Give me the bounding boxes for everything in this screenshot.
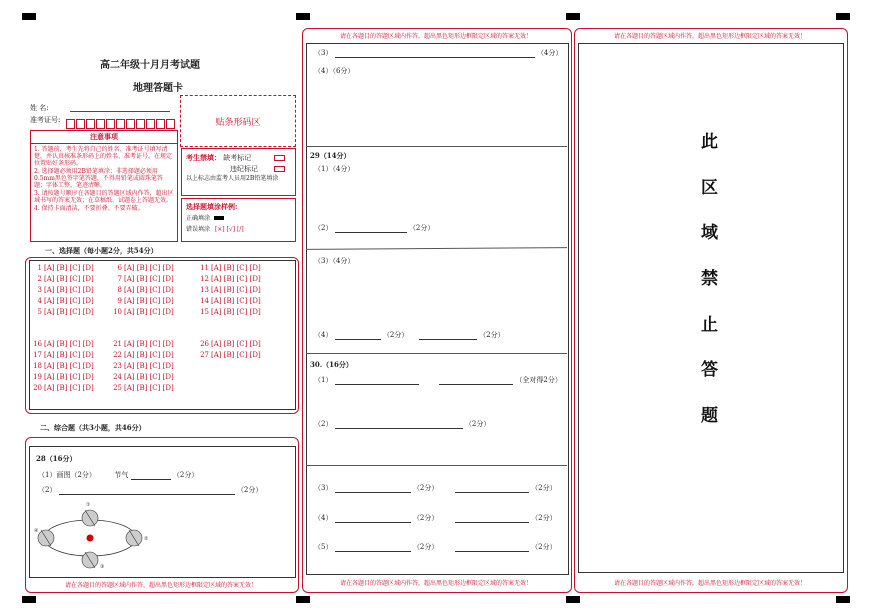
page-subtitle: 地理答题卡 <box>133 83 183 94</box>
notice-item: 2. 选择题必须用2B铅笔填涂；非选择题必须用0.5mm黑色签字笔答题，不得用铅笔或圆珠笔答题；字体工整、笔迹清晰。 <box>34 168 163 189</box>
choice-options[interactable]: [A] [B] [C] [D] <box>124 264 174 272</box>
choice-question-row[interactable] <box>112 351 174 359</box>
footer-warning-col3: 请在各题目的答题区域内作答，超出黑色矩形边框限定区域的答案无效！ <box>613 580 806 587</box>
forbidden-char: 题 <box>701 406 718 426</box>
col3-forbidden-box <box>578 43 844 573</box>
notice-title: 注意事项 <box>31 131 177 144</box>
earth-bottom <box>82 552 98 568</box>
choice-options[interactable]: [A] [B] [C] [D] <box>124 384 174 392</box>
missing-checkbox[interactable] <box>274 155 285 161</box>
choice-question-row[interactable] <box>32 308 94 316</box>
choice-question-number: 10 <box>113 308 122 316</box>
choice-question-number: 8 <box>117 286 122 294</box>
choice-options[interactable]: [A] [B] [C] [D] <box>124 351 174 359</box>
notice-item: 3. 请按题号顺序在各题目的答题区域内作答，超出区域书写的答案无效；在草稿纸、试题卷上答题无效。 <box>34 190 174 204</box>
choice-options[interactable]: [A] [B] [C] [D] <box>211 340 261 348</box>
q29-4-label: （4） <box>314 331 333 339</box>
q30-2-score: （2分） <box>464 420 491 428</box>
q30-4-score-b: （2分） <box>531 514 557 522</box>
earth-top <box>82 510 98 526</box>
q28-1-score: （2分） <box>172 471 199 479</box>
q29-4-answer-line-b[interactable] <box>419 339 477 340</box>
choice-question-row[interactable] <box>199 264 261 272</box>
barcode-label: 贴条形码区 <box>215 117 261 128</box>
q29-2-answer-line[interactable] <box>335 232 407 233</box>
choice-options[interactable]: [A] [B] [C] [D] <box>211 308 261 316</box>
q29-2-label: （2） <box>314 224 333 232</box>
choice-options[interactable]: [A] [B] [C] [D] <box>44 286 94 294</box>
q30-1-label: （1） <box>314 376 333 384</box>
choice-options[interactable]: [A] [B] [C] [D] <box>124 286 174 294</box>
q28-1-label: （1）画图（2分） <box>38 471 96 479</box>
choice-question-row[interactable] <box>32 340 94 348</box>
q30-5-score-a: （2分） <box>412 543 439 551</box>
cheat-checkbox[interactable] <box>274 166 285 172</box>
choice-question-row[interactable] <box>112 297 174 305</box>
q28-2-label: （2） <box>38 486 57 494</box>
choice-question-row[interactable] <box>32 286 94 294</box>
choice-question-number: 17 <box>33 351 42 359</box>
section-comprehensive-title: 二、综合题（共3小题，共46分） <box>40 423 146 432</box>
col2-warning: 请在各题目的答题区域内作答，超出黑色矩形边框限定区域的答案无效！ <box>339 33 532 40</box>
forbidden-char: 答 <box>701 360 718 380</box>
choice-question-number: 7 <box>117 275 122 283</box>
choice-question-row[interactable] <box>112 308 174 316</box>
q30-3-answer-line-b[interactable] <box>455 492 529 493</box>
name-field[interactable] <box>70 110 170 112</box>
choice-options[interactable]: [A] [B] [C] [D] <box>44 340 94 348</box>
q3-answer-line[interactable] <box>335 57 535 58</box>
q30-4-answer-line-a[interactable] <box>335 522 411 523</box>
registration-mark <box>296 596 310 603</box>
page-title: 高二年级十月月考试题 <box>100 60 200 71</box>
notice-item: 4. 保持卡面清洁，不要折叠、不要弄破。 <box>34 205 144 212</box>
choice-question-number: 16 <box>33 340 42 348</box>
earth-right <box>126 530 142 546</box>
q30-3-score-b: （2分） <box>531 484 557 492</box>
svg-text:②: ② <box>144 536 149 542</box>
choice-question-number: 6 <box>117 264 122 272</box>
choice-question-number: 12 <box>200 275 209 283</box>
forbidden-char: 止 <box>701 315 718 335</box>
choice-question-number: 13 <box>200 286 209 294</box>
choice-question-number: 20 <box>33 384 42 392</box>
choice-question-number: 14 <box>200 297 209 305</box>
choice-question-number: 2 <box>37 275 42 283</box>
q30-4-score-a: （2分） <box>412 514 439 522</box>
notice-item: 1. 答题前，考生先将自己的姓名、准考证号填写清楚，并认真核准条形码上的姓名、准考证号，在规定位置贴好条形码。 <box>34 146 173 167</box>
divider <box>306 146 567 147</box>
sun <box>87 535 94 542</box>
choice-options[interactable]: [A] [B] [C] [D] <box>124 373 174 381</box>
choice-question-row[interactable] <box>32 297 94 305</box>
svg-text:①: ① <box>86 502 91 508</box>
divider <box>306 465 567 466</box>
notice-box <box>30 130 178 242</box>
choice-options[interactable]: [A] [B] [C] [D] <box>124 297 174 305</box>
wrong-fill-samples: [×] [√] [/] <box>214 226 244 233</box>
choice-question-number: 21 <box>113 340 122 348</box>
choice-question-row[interactable] <box>32 351 94 359</box>
registration-mark <box>22 13 36 20</box>
footer-warning-col2: 请在各题目的答题区域内作答，超出黑色矩形边框限定区域的答案无效！ <box>339 580 532 587</box>
discipline-box <box>181 148 296 196</box>
q29-4-score-a: （2分） <box>382 331 409 339</box>
choice-question-row[interactable] <box>112 275 174 283</box>
q28-1-answer-line[interactable] <box>131 479 171 480</box>
choice-question-row[interactable] <box>112 373 174 381</box>
choice-question-number: 3 <box>37 286 42 294</box>
q29-4-answer-line-a[interactable] <box>335 339 381 340</box>
earth-left <box>38 530 54 546</box>
correct-fill-sample <box>214 216 224 220</box>
choice-options[interactable]: [A] [B] [C] [D] <box>211 351 261 359</box>
choice-options[interactable]: [A] [B] [C] [D] <box>211 275 261 283</box>
q30-2-answer-line[interactable] <box>335 428 463 429</box>
choice-question-row[interactable] <box>199 340 261 348</box>
registration-mark <box>836 13 850 20</box>
choice-question-row[interactable] <box>32 275 94 283</box>
q30-1-answer-line-a[interactable] <box>335 384 419 385</box>
choice-options[interactable]: [A] [B] [C] [D] <box>44 351 94 359</box>
q29-title: 29（14分） <box>310 151 351 160</box>
registration-mark <box>296 13 310 20</box>
choice-options[interactable]: [A] [B] [C] [D] <box>44 384 94 392</box>
choice-options[interactable]: [A] [B] [C] [D] <box>124 362 174 370</box>
wrong-fill-label: 错误填涂 <box>186 226 211 233</box>
choice-options[interactable]: [A] [B] [C] [D] <box>44 297 94 305</box>
col3-warning: 请在各题目的答题区域内作答，超出黑色矩形边框限定区域的答案无效！ <box>613 33 806 40</box>
q28-1b-label: 节气 <box>114 471 129 479</box>
choice-question-number: 15 <box>200 308 209 316</box>
registration-mark <box>566 13 580 20</box>
fill-example-box <box>181 198 296 242</box>
svg-text:③: ③ <box>100 564 105 570</box>
q30-5-label: （5） <box>314 543 333 551</box>
choice-question-row[interactable] <box>199 286 261 294</box>
choice-options[interactable]: [A] [B] [C] [D] <box>44 264 94 272</box>
choice-question-row[interactable] <box>199 308 261 316</box>
divider <box>306 353 567 354</box>
q30-3-label: （3） <box>314 484 333 492</box>
choice-options[interactable]: [A] [B] [C] [D] <box>44 362 94 370</box>
discipline-title: 考生禁填： <box>186 153 221 162</box>
choice-question-number: 27 <box>200 351 209 359</box>
q30-4-answer-line-b[interactable] <box>455 522 529 523</box>
q30-3-answer-line-a[interactable] <box>335 492 411 493</box>
q30-5-score-b: （2分） <box>531 543 557 551</box>
q29-3-label: （3）（4分） <box>314 257 355 265</box>
forbidden-char: 区 <box>701 178 718 198</box>
choice-options[interactable]: [A] [B] [C] [D] <box>124 275 174 283</box>
q28-2-score: （2分） <box>236 486 263 494</box>
missing-label: 缺考标记 <box>223 154 252 162</box>
choice-question-row[interactable] <box>199 297 261 305</box>
q3-label: （3） <box>314 49 333 57</box>
q30-5-answer-line-b[interactable] <box>455 551 529 552</box>
q4-label: （4）（6分） <box>314 67 355 75</box>
choice-options[interactable]: [A] [B] [C] [D] <box>44 308 94 316</box>
col2-answer-box <box>306 43 569 575</box>
choice-question-row[interactable] <box>112 340 174 348</box>
choice-question-number: 23 <box>113 362 122 370</box>
q30-3-score-a: （2分） <box>412 484 439 492</box>
fill-example-title: 选择题填涂样例: <box>186 202 238 211</box>
choice-options[interactable]: [A] [B] [C] [D] <box>211 286 261 294</box>
q3-score: （4分） <box>536 49 563 57</box>
q28-2-answer-line[interactable] <box>59 494 235 495</box>
q30-4-label: （4） <box>314 514 333 522</box>
choice-question-number: 22 <box>113 351 122 359</box>
choice-question-number: 11 <box>200 264 209 272</box>
registration-mark <box>566 596 580 603</box>
barcode-area <box>180 95 296 147</box>
choice-question-number: 9 <box>117 297 122 305</box>
choice-options[interactable]: [A] [B] [C] [D] <box>44 275 94 283</box>
choice-question-row[interactable] <box>112 362 174 370</box>
choice-question-row[interactable] <box>112 384 174 392</box>
earth-orbit-diagram[interactable] <box>34 498 150 574</box>
svg-text:④: ④ <box>34 528 39 534</box>
q30-1-score: （全对得2分） <box>515 376 562 384</box>
footer-warning-col1: 请在各题目的答题区域内作答，超出黑色矩形边框限定区域的答案无效！ <box>64 582 257 589</box>
choice-question-number: 26 <box>200 340 209 348</box>
q30-5-answer-line-a[interactable] <box>335 551 411 552</box>
forbidden-char: 禁 <box>701 269 718 289</box>
cheat-label: 违纪标记 <box>230 165 258 173</box>
choice-question-number: 4 <box>37 297 42 305</box>
choice-question-row[interactable] <box>32 373 94 381</box>
registration-mark <box>836 596 850 603</box>
q30-1-answer-line-b[interactable] <box>439 384 513 385</box>
registration-mark <box>22 596 36 603</box>
section-choice-title: 一、选择题（每小题2分，共54分） <box>45 246 158 255</box>
choice-question-number: 19 <box>33 373 42 381</box>
q29-2-score: （2分） <box>408 224 435 232</box>
choice-question-row[interactable] <box>199 351 261 359</box>
name-label: 姓 名: <box>30 104 49 112</box>
choice-options[interactable]: [A] [B] [C] [D] <box>124 308 174 316</box>
choice-options[interactable]: [A] [B] [C] [D] <box>211 297 261 305</box>
choice-question-row[interactable] <box>112 286 174 294</box>
forbidden-char: 域 <box>701 223 718 243</box>
choice-options[interactable]: [A] [B] [C] [D] <box>211 264 261 272</box>
choice-options[interactable]: [A] [B] [C] [D] <box>124 340 174 348</box>
choice-question-row[interactable] <box>32 264 94 272</box>
choice-options[interactable]: [A] [B] [C] [D] <box>44 373 94 381</box>
choice-question-row[interactable] <box>32 384 94 392</box>
choice-question-number: 18 <box>33 362 42 370</box>
correct-fill-label: 正确填涂 <box>186 215 211 222</box>
discipline-note: 以上标志由监考人员用2B铅笔填涂 <box>186 175 279 182</box>
choice-question-number: 1 <box>37 264 42 272</box>
choice-question-number: 24 <box>113 373 122 381</box>
choice-question-row[interactable] <box>32 362 94 370</box>
q28-title: 28（16分） <box>36 454 77 463</box>
q29-1-label: （1）（4分） <box>314 165 355 173</box>
exam-number-label: 准考证号: <box>30 116 61 124</box>
choice-question-row[interactable] <box>112 264 174 272</box>
q29-4-score-b: （2分） <box>479 331 505 339</box>
forbidden-char: 此 <box>701 132 718 152</box>
q30-2-label: （2） <box>314 420 333 428</box>
choice-question-number: 5 <box>37 308 42 316</box>
choice-question-number: 25 <box>113 384 122 392</box>
q30-title: 30.（16分） <box>310 360 353 369</box>
choice-question-row[interactable] <box>199 275 261 283</box>
